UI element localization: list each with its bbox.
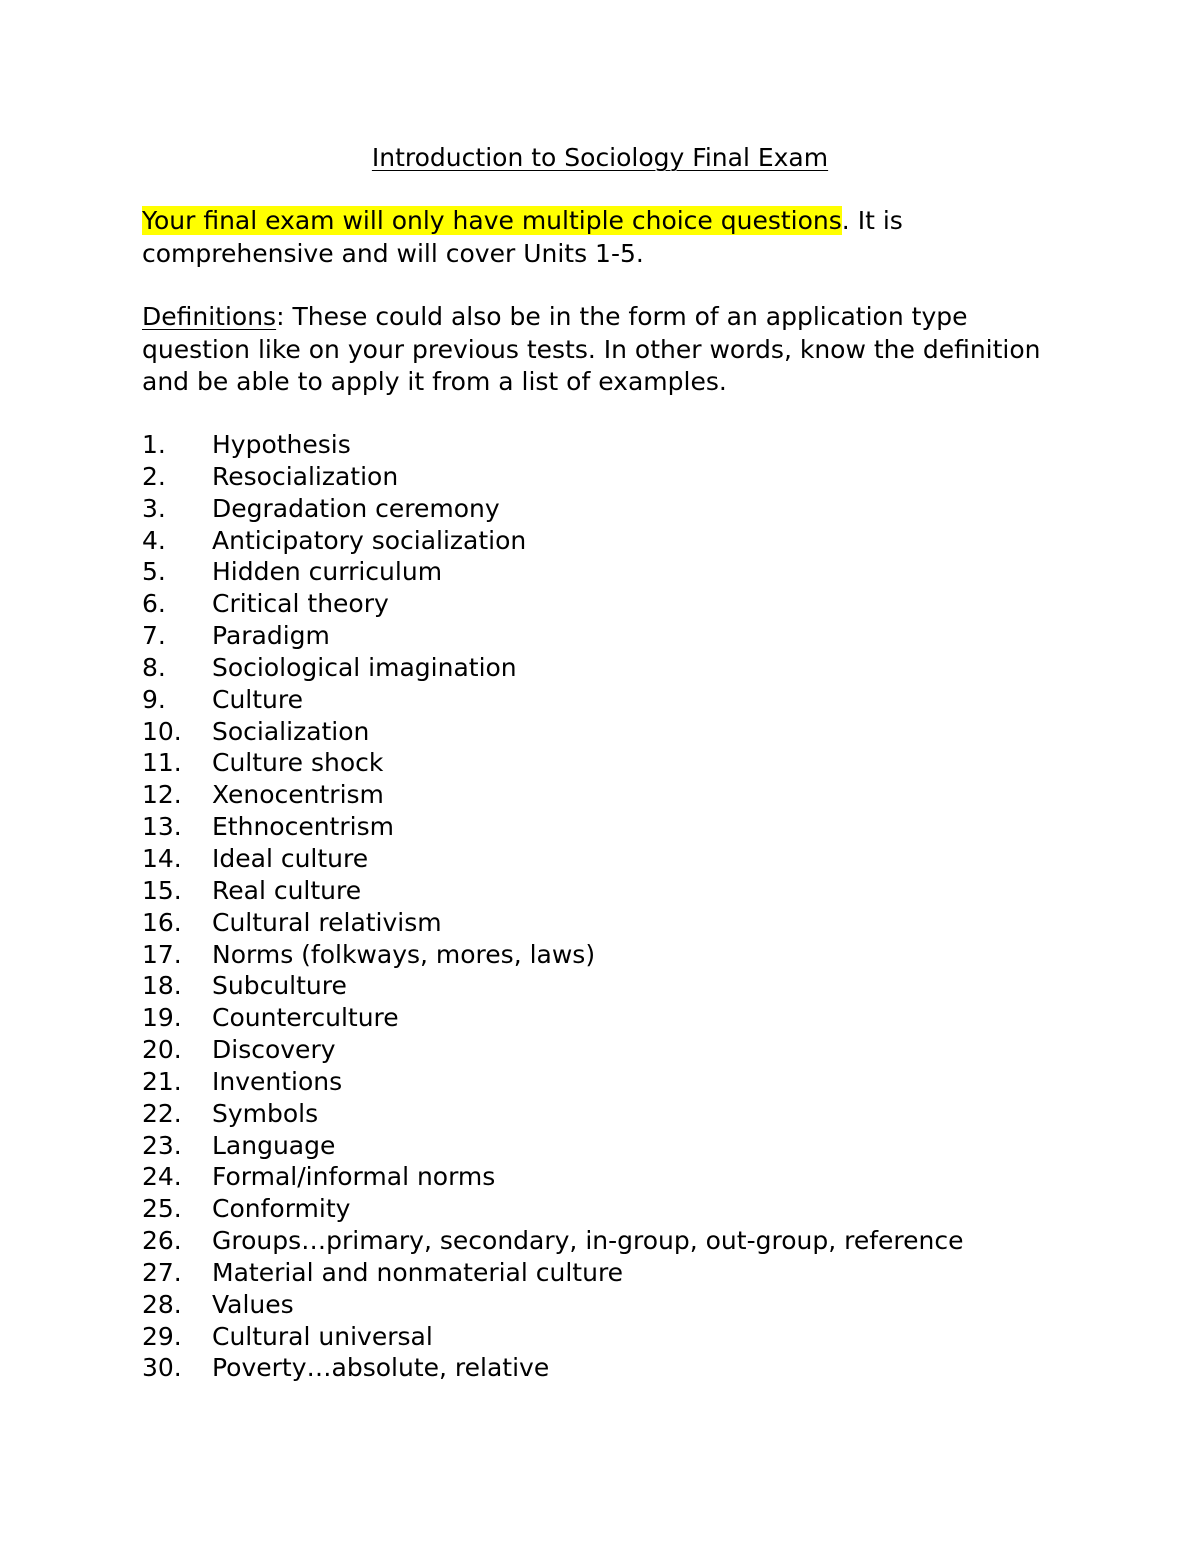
- list-item: [142, 461, 963, 493]
- list-item-number: 25.: [142, 1194, 182, 1224]
- list-item: [142, 779, 963, 811]
- document-title: Introduction to Sociology Final Exam: [371, 143, 829, 172]
- list-item-text: Formal/informal norms: [212, 1162, 496, 1192]
- list-item-text: Ethnocentrism: [212, 812, 394, 842]
- list-item: [142, 939, 963, 971]
- list-item-text: Values: [212, 1289, 294, 1319]
- list-item: [142, 875, 963, 907]
- list-item: [142, 716, 963, 748]
- list-item-number: 12.: [142, 780, 182, 810]
- list-item: [142, 843, 963, 875]
- definitions-label: Definitions: [142, 302, 277, 331]
- list-item-number: 14.: [142, 843, 182, 873]
- list-item: [142, 1289, 963, 1321]
- list-item-number: 17.: [142, 939, 182, 969]
- list-item-text: Subculture: [212, 971, 347, 1001]
- list-item-number: 10.: [142, 716, 182, 746]
- list-item-text: Symbols: [212, 1098, 319, 1128]
- list-item: [142, 493, 963, 525]
- list-item-number: 9.: [142, 684, 166, 714]
- list-item-text: Ideal culture: [212, 843, 369, 873]
- list-item-number: 23.: [142, 1130, 182, 1160]
- list-item-number: 30.: [142, 1353, 182, 1383]
- list-item: [142, 684, 963, 716]
- list-item-number: 27.: [142, 1257, 182, 1287]
- list-item-text: Socialization: [212, 716, 370, 746]
- term-list: [142, 429, 963, 1384]
- list-item: [142, 1321, 963, 1353]
- list-item: [142, 970, 963, 1002]
- list-item-text: Culture: [212, 684, 304, 714]
- list-item-number: 7.: [142, 621, 166, 651]
- list-item-text: Material and nonmaterial culture: [212, 1257, 624, 1287]
- list-item: [142, 1161, 963, 1193]
- list-item: [142, 1193, 963, 1225]
- list-item-number: 19.: [142, 1003, 182, 1033]
- list-item: [142, 525, 963, 557]
- list-item-text: Cultural universal: [212, 1321, 433, 1351]
- list-item-number: 8.: [142, 652, 166, 682]
- list-item-number: 3.: [142, 493, 166, 523]
- list-item: [142, 1098, 963, 1130]
- list-item: [142, 1225, 963, 1257]
- list-item-number: 20.: [142, 1035, 182, 1065]
- list-item: [142, 1130, 963, 1162]
- list-item-text: Hypothesis: [212, 430, 351, 459]
- list-item-number: 1.: [142, 430, 166, 459]
- list-item-text: Conformity: [212, 1194, 351, 1224]
- list-item: [142, 620, 963, 652]
- list-item: [142, 1066, 963, 1098]
- list-item-text: Xenocentrism: [212, 780, 384, 810]
- list-item: [142, 1002, 963, 1034]
- list-item-number: 18.: [142, 971, 182, 1001]
- list-item-text: Poverty…absolute, relative: [212, 1353, 550, 1383]
- list-item-text: Counterculture: [212, 1003, 399, 1033]
- list-item-number: 2.: [142, 461, 166, 491]
- definitions-text: : These could also be in the form of an application type question like on your previous tests. In other words, know the definition and be able to apply it from a list of examples.: [142, 302, 1041, 396]
- list-item-number: 13.: [142, 812, 182, 842]
- list-item: [142, 811, 963, 843]
- list-item-text: Norms (folkways, mores, laws): [212, 939, 596, 969]
- list-item: [142, 652, 963, 684]
- list-item: [142, 1257, 963, 1289]
- definitions-paragraph: [142, 301, 1082, 399]
- list-item-number: 6.: [142, 589, 166, 619]
- list-item-number: 16.: [142, 907, 182, 937]
- list-item-text: Groups…primary, secondary, in-group, out-group, reference: [212, 1226, 964, 1256]
- list-item-text: Paradigm: [212, 621, 330, 651]
- list-item-text: Cultural relativism: [212, 907, 442, 937]
- list-item-text: Resocialization: [212, 461, 399, 491]
- list-item-number: 21.: [142, 1066, 182, 1096]
- highlighted-text: Your final exam will only have multiple choice questions: [142, 206, 842, 235]
- list-item-text: Anticipatory socialization: [212, 525, 527, 555]
- list-item: [142, 1352, 963, 1384]
- list-item-text: Critical theory: [212, 589, 389, 619]
- list-item: [142, 429, 963, 461]
- intro-paragraph: [142, 205, 1082, 270]
- list-item-text: Degradation ceremony: [212, 493, 500, 523]
- list-item-number: 5.: [142, 557, 166, 587]
- list-item-number: 29.: [142, 1321, 182, 1351]
- list-item-number: 22.: [142, 1098, 182, 1128]
- list-item: [142, 907, 963, 939]
- list-item-text: Hidden curriculum: [212, 557, 443, 587]
- list-item-text: Real culture: [212, 875, 362, 905]
- list-item-text: Sociological imagination: [212, 652, 517, 682]
- list-item-number: 11.: [142, 748, 182, 778]
- list-item-number: 24.: [142, 1162, 182, 1192]
- list-item: [142, 556, 963, 588]
- list-item-number: 15.: [142, 875, 182, 905]
- list-item-text: Discovery: [212, 1035, 336, 1065]
- list-item-number: 28.: [142, 1289, 182, 1319]
- list-item: [142, 1034, 963, 1066]
- intro-rest-text: . It is comprehensive and will cover Units 1-5.: [142, 206, 903, 268]
- list-item-number: 4.: [142, 525, 166, 555]
- list-item-text: Language: [212, 1130, 336, 1160]
- list-item-number: 26.: [142, 1226, 182, 1256]
- list-item-text: Inventions: [212, 1066, 343, 1096]
- list-item: [142, 747, 963, 779]
- list-item: [142, 588, 963, 620]
- list-item-text: Culture shock: [212, 748, 384, 778]
